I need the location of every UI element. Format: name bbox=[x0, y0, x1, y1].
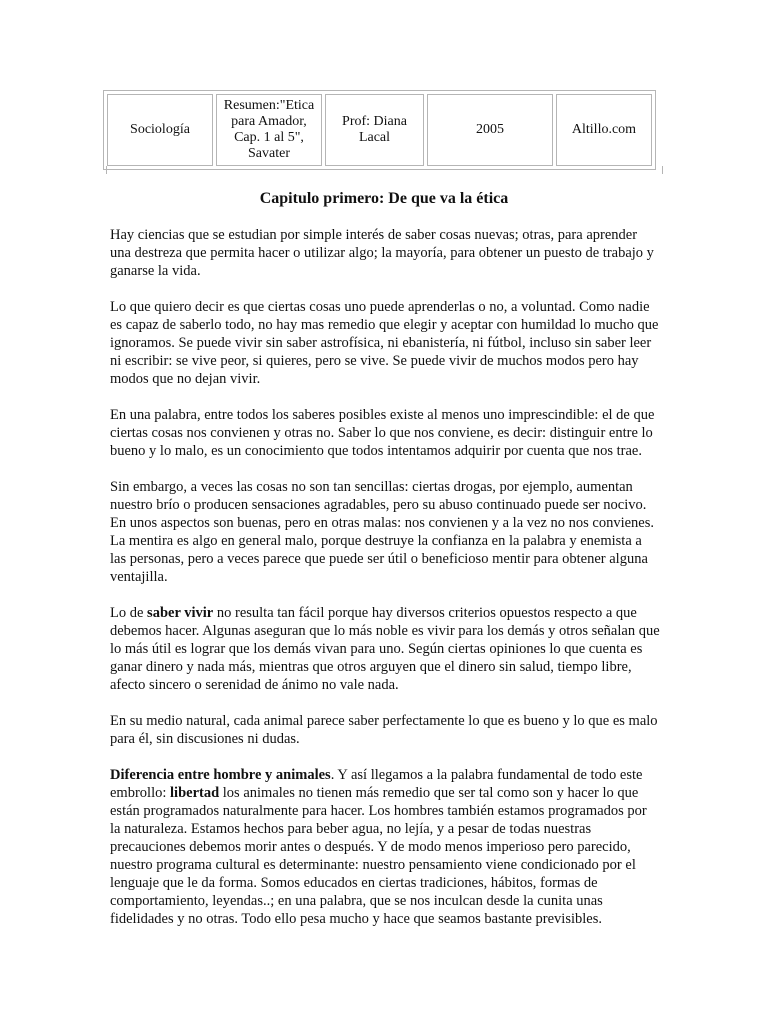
p5-before: Lo de bbox=[110, 605, 148, 621]
paragraph-7 bbox=[110, 766, 660, 928]
paragraph-2: Lo que quiero decir es que ciertas cosas uno puede aprenderlas o no, a voluntad. Como nadie es capaz de saberlo todo, no hay mas remedio que elegir y aceptar con humildad lo mucho que ignoramos. Se puede vivir sin saber astrofísica, ni ebanistería, ni fútbol, incluso sin saber leer ni escribir: se vive peor, si quieres, pero se vive. Se puede vivir de muchos modos pero hay modos que no dejan vivir. bbox=[110, 299, 659, 387]
diferencia-heading-bold: Diferencia entre hombre y animales bbox=[110, 767, 331, 783]
p7-text-2: los animales no tienen más remedio que ser tal como son y hacer lo que están programados naturalmente para hacer. Los hombres también estamos programados por la naturaleza. Estamos hechos para beber agua, no lejía, y a pesar de todas nuestras precauciones debemos morir antes o después. Y de modo menos imperioso pero parecido, nuestro programa cultural es determinante: nuestro pensamiento viene condicionado por el lenguaje que le da forma. Somos educados en ciertas tradiciones, hábitos, formas de comportamiento, leyendas..; en una palabra, que se nos inculcan desde la cunita unas fidelidades y no otras. Todo ello pesa mucho y hace que seamos bastante previsibles. bbox=[110, 785, 647, 927]
libertad-bold: libertad bbox=[170, 785, 220, 801]
header-table bbox=[103, 90, 656, 170]
year-cell: 2005 bbox=[427, 94, 553, 166]
header-row bbox=[107, 94, 652, 166]
subject-cell: Sociología bbox=[107, 94, 213, 166]
professor-cell: Prof: Diana Lacal bbox=[325, 94, 424, 166]
source-cell: Altillo.com bbox=[556, 94, 652, 166]
paragraph-5 bbox=[110, 604, 660, 694]
paragraph-1: Hay ciencias que se estudian por simple interés de saber cosas nuevas; otras, para aprender una destreza que permita hacer o utilizar algo; la mayoría, para obtener un puesto de trabajo y ganarse la vida. bbox=[110, 227, 654, 279]
document-body bbox=[110, 226, 660, 946]
table-cut-left bbox=[106, 166, 107, 174]
summary-title-cell: Resumen:"Etica para Amador, Cap. 1 al 5", Savater bbox=[216, 94, 322, 166]
paragraph-3: En una palabra, entre todos los saberes posibles existe al menos uno imprescindible: el de que ciertas cosas nos convienen y otras no. Saber lo que nos conviene, es decir: distinguir entre lo bueno y lo malo, es un conocimiento que todos intentamos adquirir por cuenta que nos trae. bbox=[110, 407, 655, 459]
paragraph-6: En su medio natural, cada animal parece saber perfectamente lo que es bueno y lo que es malo para él, sin discusiones ni dudas. bbox=[110, 713, 658, 747]
table-cut-right bbox=[662, 166, 663, 174]
saber-vivir-bold: saber vivir bbox=[147, 605, 214, 621]
page-title: Capitulo primero: De que va la ética bbox=[259, 190, 509, 207]
p7-text-1: . Y así llegamos a la palabra fundamental de todo este embrollo: bbox=[110, 767, 643, 801]
paragraph-4: Sin embargo, a veces las cosas no son tan sencillas: ciertas drogas, por ejemplo, aumentan nuestro brío o producen sensaciones agradables, pero su abuso continuado puede ser nocivo. En unos aspectos son buenas, pero en otras malas: nos convienen y a la vez no nos convienes. La mentira es algo en general malo, porque destruye la confianza en la palabra y enemista a las personas, pero a veces parece que puede ser útil o beneficioso mentir para obtener alguna ventajilla. bbox=[110, 479, 655, 585]
p5-after: no resulta tan fácil porque hay diversos criterios opuestos respecto a que debemos hacer. Algunas aseguran que lo más noble es vivir para los demás y otros señalan que lo más útil es lograr que los demás vivan para uno. Según ciertas opiniones lo que cuenta es ganar dinero y nada más, mientras que otros arguyen que el dinero sin salud, tiempo libre, afecto sincero o serenidad de ánimo no vale nada. bbox=[110, 605, 660, 693]
